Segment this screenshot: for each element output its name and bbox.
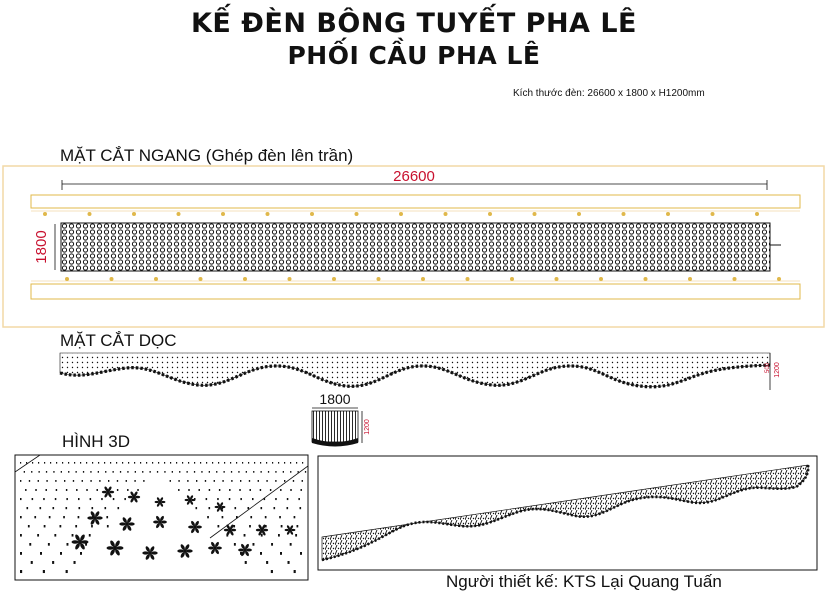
perspective-dot bbox=[238, 471, 239, 473]
perspective-dot bbox=[212, 462, 213, 464]
perspective-dot bbox=[66, 489, 67, 491]
perspective-dot bbox=[280, 552, 282, 555]
mount-dot bbox=[88, 212, 92, 216]
perspective-dot bbox=[248, 507, 250, 509]
perspective-dot bbox=[275, 471, 276, 473]
perspective-dot bbox=[194, 471, 195, 473]
perspective-dot bbox=[302, 480, 303, 482]
perspective-dot bbox=[196, 507, 198, 509]
perspective-dot bbox=[108, 480, 109, 482]
perspective-dot bbox=[98, 462, 99, 464]
perspective-dot bbox=[113, 498, 115, 500]
perspective-dot bbox=[152, 462, 153, 464]
perspective-dot bbox=[49, 516, 51, 518]
mount-dot bbox=[510, 277, 514, 281]
perspective-dot bbox=[80, 552, 82, 555]
perspective-dot bbox=[218, 462, 219, 464]
perspective-dot bbox=[56, 489, 57, 491]
mount-dot bbox=[154, 277, 158, 281]
perspective-dot bbox=[287, 507, 289, 509]
perspective-dot bbox=[78, 516, 80, 518]
plan-section-label: MẶT CẮT NGANG (Ghép đèn lên trần) bbox=[60, 146, 354, 165]
perspective-dot bbox=[209, 507, 211, 509]
perspective-dot bbox=[178, 489, 179, 491]
perspective-dot bbox=[140, 462, 141, 464]
perspective-dot bbox=[253, 471, 254, 473]
perspective-dot bbox=[124, 498, 126, 500]
perspective-dot bbox=[20, 462, 21, 464]
perspective-dot bbox=[239, 489, 240, 491]
perspective-dot bbox=[279, 516, 281, 518]
plan-section-drawing bbox=[3, 166, 824, 327]
perspective-dot bbox=[222, 480, 223, 482]
perspective-dot bbox=[26, 462, 27, 464]
cross-height-text: 1200 bbox=[364, 419, 371, 435]
perspective-dot bbox=[134, 462, 135, 464]
perspective-dot bbox=[206, 498, 208, 500]
dim-width-text: 1800 bbox=[33, 230, 50, 264]
perspective-dot bbox=[98, 471, 99, 473]
perspective-dot bbox=[188, 462, 189, 464]
perspective-dot bbox=[199, 489, 200, 491]
perspective-dot bbox=[150, 471, 151, 473]
perspective-dot bbox=[158, 462, 159, 464]
perspective-dot bbox=[293, 480, 294, 482]
mount-dot bbox=[444, 212, 448, 216]
perspective-dot bbox=[290, 489, 291, 491]
perspective-dot bbox=[63, 516, 65, 518]
perspective-dot bbox=[24, 471, 25, 473]
perspective-dot bbox=[270, 489, 271, 491]
perspective-dot bbox=[61, 471, 62, 473]
mount-dot bbox=[65, 277, 69, 281]
perspective-dot bbox=[219, 489, 220, 491]
perspective-dot bbox=[250, 516, 252, 518]
perspective-dot bbox=[260, 552, 262, 555]
mount-dot bbox=[755, 212, 759, 216]
mount-dot bbox=[221, 212, 225, 216]
perspective-dot bbox=[122, 462, 123, 464]
perspective-dot bbox=[66, 570, 68, 573]
mount-dot bbox=[466, 277, 470, 281]
perspective-dot bbox=[278, 534, 280, 537]
perspective-dot bbox=[46, 480, 47, 482]
perspective-dot bbox=[157, 471, 158, 473]
perspective-dot bbox=[91, 525, 93, 527]
perspective-dot bbox=[52, 561, 54, 564]
perspective-dot bbox=[99, 480, 100, 482]
mount-dot bbox=[622, 212, 626, 216]
perspective-dot bbox=[284, 462, 285, 464]
mount-dot bbox=[243, 277, 247, 281]
perspective-dot bbox=[135, 471, 136, 473]
perspective-dot bbox=[113, 471, 114, 473]
mount-dot bbox=[43, 212, 47, 216]
perspective-dot bbox=[68, 471, 69, 473]
perspective-dot bbox=[236, 462, 237, 464]
perspective-dot bbox=[142, 471, 143, 473]
mount-dot bbox=[488, 212, 492, 216]
perspective-dot bbox=[66, 498, 68, 500]
upper-ceiling-rail bbox=[31, 195, 800, 208]
perspective-dot bbox=[288, 561, 290, 564]
perspective-dot bbox=[246, 471, 247, 473]
long-section-drawing bbox=[60, 353, 781, 390]
perspective-dot bbox=[281, 525, 283, 527]
perspective-dot bbox=[89, 534, 91, 537]
perspective-dot bbox=[143, 480, 144, 482]
perspective-dot bbox=[229, 498, 231, 500]
cross-strands bbox=[312, 411, 358, 442]
perspective-dot bbox=[294, 516, 296, 518]
perspective-dot bbox=[35, 489, 36, 491]
perspective-dot bbox=[242, 462, 243, 464]
perspective-dot bbox=[46, 471, 47, 473]
perspective-dot bbox=[249, 480, 250, 482]
perspective-dot bbox=[302, 462, 303, 464]
perspective-dot bbox=[205, 480, 206, 482]
perspective-dot bbox=[176, 462, 177, 464]
perspective-dot bbox=[118, 507, 120, 509]
perspective-dot bbox=[209, 471, 210, 473]
perspective-dot bbox=[234, 543, 236, 546]
perspective-dot bbox=[92, 462, 93, 464]
perspective-dot bbox=[188, 489, 189, 491]
perspective-dot bbox=[240, 480, 241, 482]
perspective-dot bbox=[146, 462, 147, 464]
mount-dot bbox=[421, 277, 425, 281]
perspective-dot bbox=[244, 534, 246, 537]
perspective-dot bbox=[294, 570, 296, 573]
perspective-dot bbox=[170, 480, 171, 482]
perspective-dot bbox=[287, 498, 289, 500]
perspective-dot bbox=[231, 480, 232, 482]
mount-dot bbox=[399, 212, 403, 216]
perspective-dot bbox=[75, 525, 77, 527]
perspective-dot bbox=[25, 489, 26, 491]
perspective-dot bbox=[164, 462, 165, 464]
mount-dot bbox=[288, 277, 292, 281]
perspective-dot bbox=[266, 480, 267, 482]
perspective-dot bbox=[32, 462, 33, 464]
perspective-dot bbox=[117, 489, 118, 491]
perspective-dot bbox=[101, 498, 103, 500]
perspective-dot bbox=[92, 507, 94, 509]
perspective-dot bbox=[194, 462, 195, 464]
perspective-dot bbox=[224, 462, 225, 464]
perspective-dot bbox=[179, 471, 180, 473]
perspective-dot bbox=[31, 471, 32, 473]
perspective-dot bbox=[127, 489, 128, 491]
perspective-dot bbox=[268, 471, 269, 473]
perspective-dot bbox=[56, 462, 57, 464]
mount-dot bbox=[577, 212, 581, 216]
mount-dot bbox=[777, 277, 781, 281]
perspective-dot bbox=[53, 471, 54, 473]
mount-dot bbox=[266, 212, 270, 216]
perspective-dot bbox=[274, 507, 276, 509]
perspective-dot bbox=[264, 498, 266, 500]
perspective-dot bbox=[196, 480, 197, 482]
mount-dot bbox=[555, 277, 559, 281]
perspective-dot bbox=[80, 462, 81, 464]
perspective-dot bbox=[296, 462, 297, 464]
perspective-dot bbox=[275, 498, 277, 500]
perspective-dot bbox=[224, 471, 225, 473]
perspective-dot bbox=[90, 480, 91, 482]
perspective-dot bbox=[301, 489, 302, 491]
perspective-dot bbox=[266, 462, 267, 464]
perspective-dot bbox=[300, 552, 302, 555]
perspective-dot bbox=[62, 462, 63, 464]
perspective-dot bbox=[250, 489, 251, 491]
lower-ceiling-rail bbox=[31, 284, 800, 299]
perspective-dot bbox=[43, 570, 45, 573]
perspective-dot bbox=[248, 462, 249, 464]
perspective-dot bbox=[20, 480, 21, 482]
perspective-dot bbox=[216, 471, 217, 473]
perspective-dot bbox=[283, 471, 284, 473]
perspective-dot bbox=[76, 471, 77, 473]
mount-dot bbox=[688, 277, 692, 281]
perspective-dot bbox=[120, 471, 121, 473]
perspective-dot bbox=[164, 471, 165, 473]
perspective-dot bbox=[104, 462, 105, 464]
mount-dot bbox=[199, 277, 203, 281]
perspective-dot bbox=[72, 534, 74, 537]
perspective-dot bbox=[29, 480, 30, 482]
perspective-dot bbox=[265, 516, 267, 518]
perspective-dot bbox=[229, 489, 230, 491]
perspective-dot bbox=[284, 480, 285, 482]
long-dim-small-text: 500 bbox=[765, 362, 771, 374]
cross-width-text: 1800 bbox=[319, 391, 351, 407]
perspective-dot bbox=[300, 507, 302, 509]
perspective-dot bbox=[253, 543, 255, 546]
crystal-fringe-wave bbox=[60, 353, 770, 387]
perspective-dot bbox=[46, 489, 47, 491]
perspective-dot bbox=[260, 489, 261, 491]
perspective-dot bbox=[39, 471, 40, 473]
perspective-dot bbox=[298, 498, 300, 500]
view3d-left-panel bbox=[15, 455, 308, 580]
perspective-dot bbox=[20, 516, 22, 518]
view3d-label: HÌNH 3D bbox=[62, 432, 131, 451]
perspective-dot bbox=[31, 561, 33, 564]
mount-dot bbox=[644, 277, 648, 281]
perspective-dot bbox=[222, 516, 224, 518]
mount-dot bbox=[110, 277, 114, 281]
perspective-dot bbox=[79, 507, 81, 509]
perspective-dot bbox=[44, 462, 45, 464]
perspective-dot bbox=[271, 543, 273, 546]
mount-dot bbox=[132, 212, 136, 216]
perspective-dot bbox=[298, 471, 299, 473]
perspective-dot bbox=[48, 543, 50, 546]
perspective-dot bbox=[78, 498, 80, 500]
perspective-dot bbox=[170, 462, 171, 464]
perspective-dot bbox=[82, 480, 83, 482]
mount-dot bbox=[599, 277, 603, 281]
perspective-dot bbox=[106, 516, 108, 518]
perspective-dot bbox=[38, 462, 39, 464]
perspective-dot bbox=[178, 480, 179, 482]
perspective-dot bbox=[280, 489, 281, 491]
perspective-dot bbox=[206, 462, 207, 464]
perspective-dot bbox=[240, 498, 242, 500]
perspective-dot bbox=[110, 462, 111, 464]
mount-dot bbox=[332, 277, 336, 281]
perspective-dot bbox=[272, 462, 273, 464]
perspective-dot bbox=[305, 471, 306, 473]
perspective-dot bbox=[74, 462, 75, 464]
perspective-dot bbox=[261, 471, 262, 473]
cross-section-drawing bbox=[312, 391, 371, 447]
long-section-label: MẶT CẮT DỌC bbox=[60, 331, 177, 350]
perspective-dot bbox=[55, 498, 57, 500]
perspective-dot bbox=[20, 552, 22, 555]
perspective-dot bbox=[134, 480, 135, 482]
mount-dot bbox=[711, 212, 715, 216]
perspective-dot bbox=[73, 480, 74, 482]
perspective-dot bbox=[116, 462, 117, 464]
perspective-dot bbox=[209, 489, 210, 491]
designer-credit: Người thiết kế: KTS Lại Quang Tuấn bbox=[446, 572, 722, 591]
perspective-dot bbox=[44, 525, 46, 527]
perspective-dot bbox=[127, 471, 128, 473]
perspective-dot bbox=[74, 561, 76, 564]
perspective-dot bbox=[230, 462, 231, 464]
perspective-dot bbox=[182, 462, 183, 464]
perspective-dot bbox=[172, 471, 173, 473]
mount-dot bbox=[533, 212, 537, 216]
perspective-dot bbox=[187, 471, 188, 473]
long-dim-height-text: 1200 bbox=[774, 362, 781, 378]
perspective-dot bbox=[128, 462, 129, 464]
mount-dot bbox=[355, 212, 359, 216]
perspective-dot bbox=[64, 480, 65, 482]
perspective-dot bbox=[231, 471, 232, 473]
dimensions-note: Kích thước đèn: 26600 x 1800 x H1200mm bbox=[513, 88, 705, 99]
perspective-dot bbox=[117, 480, 118, 482]
perspective-dot bbox=[40, 507, 42, 509]
perspective-dot bbox=[83, 471, 84, 473]
perspective-dot bbox=[275, 480, 276, 482]
perspective-dot bbox=[90, 498, 92, 500]
perspective-dot bbox=[290, 462, 291, 464]
perspective-dot bbox=[66, 507, 68, 509]
perspective-dot bbox=[90, 471, 91, 473]
perspective-dot bbox=[67, 543, 69, 546]
perspective-dot bbox=[137, 489, 138, 491]
perspective-dot bbox=[60, 552, 62, 555]
perspective-dot bbox=[126, 480, 127, 482]
perspective-dot bbox=[207, 516, 209, 518]
perspective-dot bbox=[187, 480, 188, 482]
perspective-dot bbox=[271, 570, 273, 573]
perspective-dot bbox=[86, 489, 87, 491]
perspective-dot bbox=[76, 489, 77, 491]
perspective-dot bbox=[217, 498, 219, 500]
perspective-dot bbox=[60, 525, 62, 527]
mount-dot bbox=[310, 212, 314, 216]
perspective-dot bbox=[235, 507, 237, 509]
title-line-1: KẾ ĐÈN BÔNG TUYẾT PHA LÊ bbox=[190, 8, 637, 39]
perspective-dot bbox=[278, 462, 279, 464]
perspective-dot bbox=[28, 525, 30, 527]
mount-dot bbox=[733, 277, 737, 281]
perspective-dot bbox=[258, 480, 259, 482]
view3d-right-panel bbox=[318, 456, 817, 570]
perspective-dot bbox=[43, 498, 45, 500]
perspective-dot bbox=[214, 480, 215, 482]
perspective-dot bbox=[233, 525, 235, 527]
perspective-dot bbox=[236, 516, 238, 518]
perspective-dot bbox=[252, 498, 254, 500]
perspective-dot bbox=[266, 561, 268, 564]
perspective-dot bbox=[249, 525, 251, 527]
perspective-dot bbox=[297, 525, 299, 527]
perspective-dot bbox=[32, 498, 34, 500]
perspective-dot bbox=[295, 534, 297, 537]
perspective-dot bbox=[105, 507, 107, 509]
perspective-dot bbox=[20, 534, 22, 537]
perspective-dot bbox=[254, 462, 255, 464]
perspective-dot bbox=[29, 543, 31, 546]
perspective-dot bbox=[40, 552, 42, 555]
title-line-2: PHỐI CẦU PHA LÊ bbox=[287, 41, 541, 70]
perspective-dot bbox=[20, 498, 22, 500]
mount-dot bbox=[377, 277, 381, 281]
perspective-dot bbox=[34, 516, 36, 518]
perspective-dot bbox=[55, 480, 56, 482]
perspective-dot bbox=[260, 462, 261, 464]
perspective-dot bbox=[218, 525, 220, 527]
perspective-dot bbox=[201, 471, 202, 473]
crystal-lattice-plan bbox=[61, 223, 770, 271]
perspective-dot bbox=[20, 570, 22, 573]
perspective-dot bbox=[290, 543, 292, 546]
mount-dot bbox=[666, 212, 670, 216]
perspective-dot bbox=[261, 534, 263, 537]
perspective-dot bbox=[107, 525, 109, 527]
perspective-dot bbox=[37, 534, 39, 537]
perspective-dot bbox=[50, 462, 51, 464]
perspective-dot bbox=[200, 462, 201, 464]
perspective-dot bbox=[54, 534, 56, 537]
perspective-dot bbox=[53, 507, 55, 509]
perspective-dot bbox=[105, 471, 106, 473]
perspective-dot bbox=[261, 507, 263, 509]
dim-length-text: 26600 bbox=[393, 168, 435, 185]
perspective-dot bbox=[38, 480, 39, 482]
perspective-dot bbox=[27, 507, 29, 509]
perspective-dot bbox=[86, 462, 87, 464]
perspective-dot bbox=[290, 471, 291, 473]
mount-dot bbox=[177, 212, 181, 216]
perspective-dot bbox=[68, 462, 69, 464]
perspective-dot bbox=[245, 561, 247, 564]
perspective-dot bbox=[97, 489, 98, 491]
